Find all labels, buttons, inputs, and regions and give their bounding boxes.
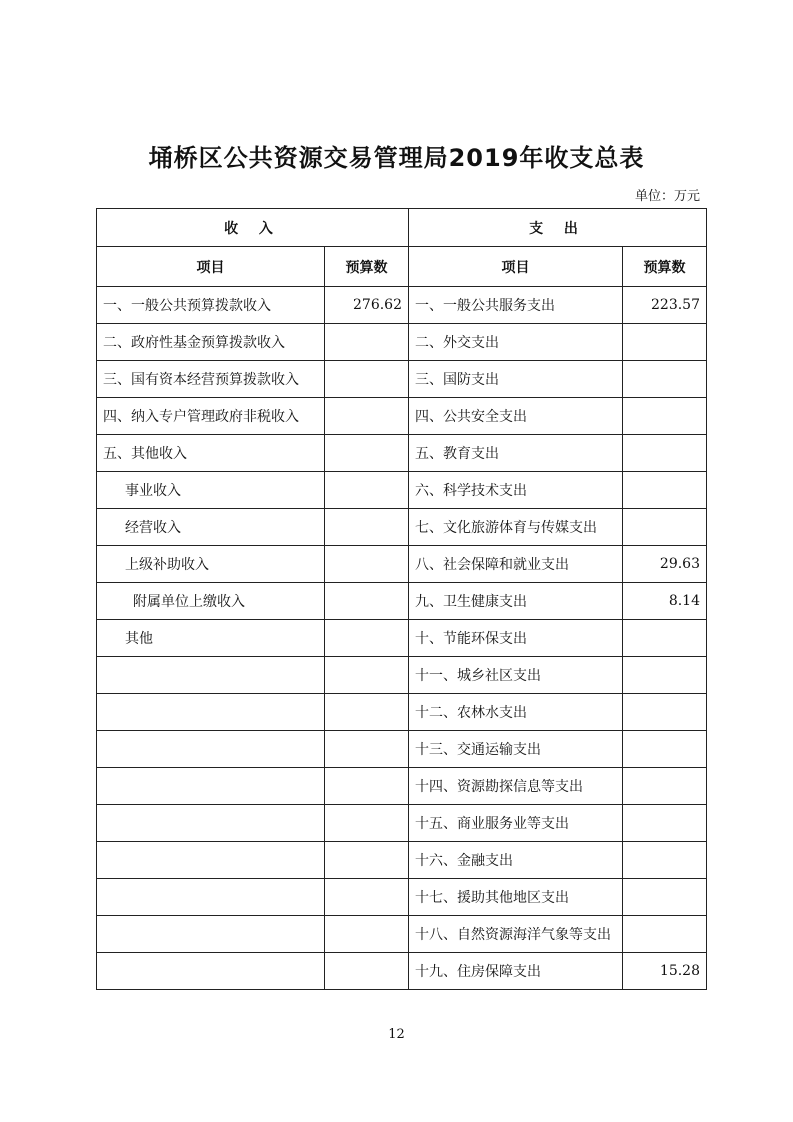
income-amount-cell: [325, 953, 409, 990]
expense-amount-cell: [623, 842, 707, 879]
expense-amount-cell: 15.28: [623, 953, 707, 990]
expense-item-cell: 十、节能环保支出: [409, 620, 623, 657]
expense-section-header: 支 出: [409, 209, 707, 247]
expense-item-cell: 十八、自然资源海洋气象等支出: [409, 916, 623, 953]
table-row: [97, 435, 707, 472]
income-amount-cell: [325, 694, 409, 731]
expense-amount-cell: [623, 509, 707, 546]
income-item-cell: 经营收入: [97, 509, 325, 546]
expense-amount-cell: [623, 768, 707, 805]
table-row: [97, 879, 707, 916]
expense-amount-cell: [623, 398, 707, 435]
income-amount-cell: [325, 842, 409, 879]
income-item-cell: 五、其他收入: [97, 435, 325, 472]
income-item-cell: 上级补助收入: [97, 546, 325, 583]
expense-amount-cell: [623, 694, 707, 731]
expense-amount-cell: [623, 472, 707, 509]
expense-item-cell: 十六、金融支出: [409, 842, 623, 879]
income-item-cell: 一、一般公共预算拨款收入: [97, 287, 325, 324]
expense-item-cell: 四、公共安全支出: [409, 398, 623, 435]
expense-item-cell: 十九、住房保障支出: [409, 953, 623, 990]
income-amount-cell: [325, 546, 409, 583]
table-row: [97, 842, 707, 879]
table-row: [97, 398, 707, 435]
income-item-cell: 其他: [97, 620, 325, 657]
expense-item-cell: 十四、资源勘探信息等支出: [409, 768, 623, 805]
income-amount-cell: [325, 768, 409, 805]
page-number: 12: [388, 1027, 405, 1042]
unit-label: 单位：万元: [634, 189, 700, 204]
income-amount-cell: [325, 509, 409, 546]
income-item-cell: [97, 694, 325, 731]
income-item-cell: [97, 805, 325, 842]
income-amount-cell: [325, 361, 409, 398]
expense-item-cell: 八、社会保障和就业支出: [409, 546, 623, 583]
table-row: [97, 657, 707, 694]
table-row: [97, 324, 707, 361]
income-item-cell: 三、国有资本经营预算拨款收入: [97, 361, 325, 398]
table-row: [97, 805, 707, 842]
expense-amount-cell: [623, 879, 707, 916]
income-amount-cell: [325, 398, 409, 435]
income-amount-cell: [325, 472, 409, 509]
column-header-row: [97, 247, 707, 287]
budget-table-body: [97, 209, 707, 990]
expense-item-cell: 三、国防支出: [409, 361, 623, 398]
expense-item-cell: 六、科学技术支出: [409, 472, 623, 509]
expense-amount-cell: [623, 657, 707, 694]
income-amount-cell: [325, 583, 409, 620]
income-amount-cell: [325, 879, 409, 916]
income-section-header: 收 入: [97, 209, 409, 247]
income-item-cell: 附属单位上缴收入: [97, 583, 325, 620]
income-item-cell: [97, 879, 325, 916]
expense-amount-cell: 8.14: [623, 583, 707, 620]
expense-amount-cell: [623, 916, 707, 953]
expense-item-cell: 十三、交通运输支出: [409, 731, 623, 768]
income-amount-cell: [325, 435, 409, 472]
expense-amount-cell: [623, 805, 707, 842]
income-budget-header: 预算数: [325, 247, 409, 287]
income-item-cell: 四、纳入专户管理政府非税收入: [97, 398, 325, 435]
income-item-cell: [97, 657, 325, 694]
expense-item-cell: 一、一般公共服务支出: [409, 287, 623, 324]
income-item-header: 项目: [97, 247, 325, 287]
income-amount-cell: [325, 731, 409, 768]
expense-item-cell: 七、文化旅游体育与传媒支出: [409, 509, 623, 546]
table-row: [97, 287, 707, 324]
table-row: [97, 694, 707, 731]
expense-amount-cell: [623, 361, 707, 398]
table-row: [97, 546, 707, 583]
expense-amount-cell: [623, 324, 707, 361]
expense-item-cell: 十七、援助其他地区支出: [409, 879, 623, 916]
expense-item-cell: 十五、商业服务业等支出: [409, 805, 623, 842]
budget-table: [96, 208, 707, 990]
income-item-cell: [97, 916, 325, 953]
expense-item-cell: 九、卫生健康支出: [409, 583, 623, 620]
income-amount-cell: [325, 620, 409, 657]
expense-amount-cell: 223.57: [623, 287, 707, 324]
expense-item-cell: 二、外交支出: [409, 324, 623, 361]
expense-item-cell: 五、教育支出: [409, 435, 623, 472]
table-row: [97, 583, 707, 620]
table-row: [97, 953, 707, 990]
expense-amount-cell: [623, 620, 707, 657]
income-amount-cell: [325, 657, 409, 694]
income-item-cell: [97, 953, 325, 990]
table-row: [97, 731, 707, 768]
income-item-cell: 事业收入: [97, 472, 325, 509]
income-item-cell: [97, 842, 325, 879]
page-title: 埇桥区公共资源交易管理局2019年收支总表: [148, 144, 645, 172]
income-item-cell: 二、政府性基金预算拨款收入: [97, 324, 325, 361]
income-amount-cell: [325, 916, 409, 953]
income-amount-cell: 276.62: [325, 287, 409, 324]
table-row: [97, 472, 707, 509]
table-row: [97, 361, 707, 398]
income-amount-cell: [325, 805, 409, 842]
expense-item-cell: 十二、农林水支出: [409, 694, 623, 731]
table-row: [97, 916, 707, 953]
table-row: [97, 620, 707, 657]
table-row: [97, 768, 707, 805]
table-row: [97, 509, 707, 546]
income-item-cell: [97, 731, 325, 768]
expense-budget-header: 预算数: [623, 247, 707, 287]
expense-item-header: 项目: [409, 247, 623, 287]
income-item-cell: [97, 768, 325, 805]
expense-amount-cell: [623, 435, 707, 472]
expense-item-cell: 十一、城乡社区支出: [409, 657, 623, 694]
expense-amount-cell: [623, 731, 707, 768]
income-amount-cell: [325, 324, 409, 361]
section-header-row: [97, 209, 707, 247]
expense-amount-cell: 29.63: [623, 546, 707, 583]
